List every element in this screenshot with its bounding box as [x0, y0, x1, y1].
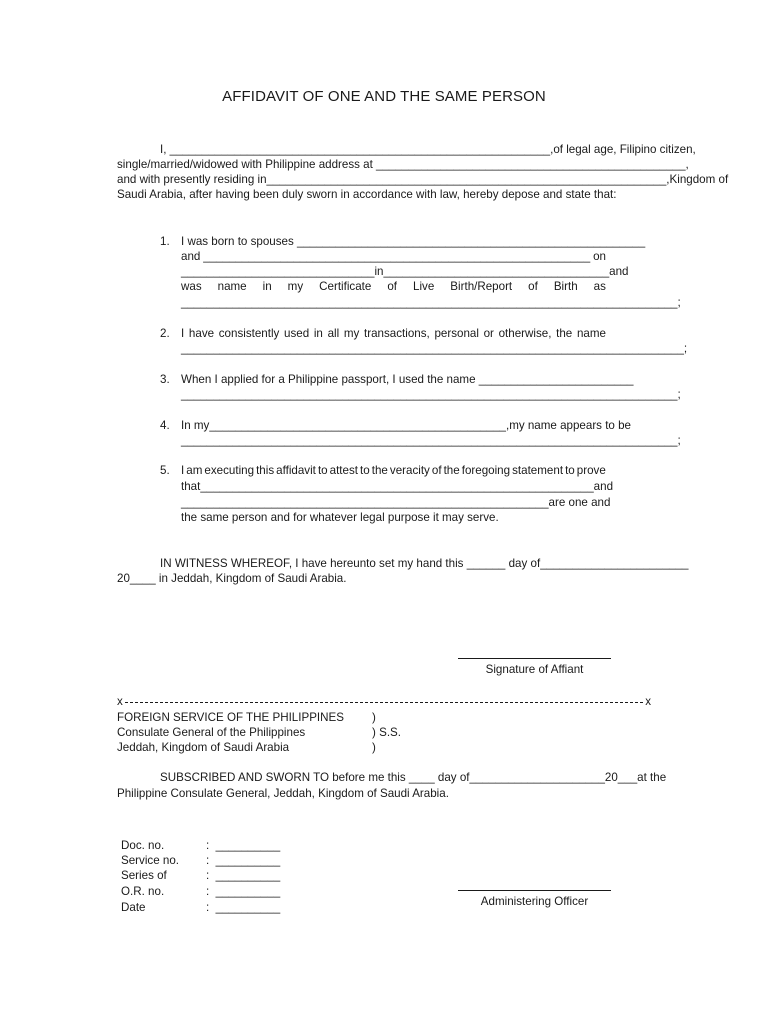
venue-line-3: Jeddah, Kingdom of Saudi Arabia — [117, 741, 290, 754]
item-4-line-2: _____________________________________________________________________________; — [181, 434, 681, 447]
doc-no-label: Doc. no. — [121, 839, 165, 852]
word: Birth — [553, 280, 578, 293]
intro-legal-age-text: of legal age, Filipino citizen, — [553, 143, 696, 156]
item-4-in-my-text: In my — [181, 419, 210, 432]
separator-right-x: x — [645, 695, 651, 708]
item-number-3: 3. — [160, 373, 170, 386]
word: consistently — [218, 327, 280, 340]
item-1-line-3 — [181, 265, 629, 278]
subscribed-line-2: Philippine Consulate General, Jeddah, Kingdom of Saudi Arabia. — [117, 787, 449, 800]
affiant-signature-label: Signature of Affiant — [485, 663, 584, 676]
separator-left-x: x — [117, 695, 123, 708]
word: of — [431, 464, 442, 477]
item-5-and-text: and — [593, 480, 614, 493]
word: of — [528, 280, 538, 293]
item-5-line-3 — [181, 496, 611, 509]
or-no-label: O.R. no. — [121, 885, 165, 898]
item-4-appears-text: my name appears to be — [509, 419, 631, 432]
subscribed-line-1 — [160, 771, 667, 784]
word: executing — [204, 464, 255, 477]
subscribed-text: SUBSCRIBED AND SWORN TO before me this ____ day of — [160, 771, 470, 784]
intro-kingdom-text: Kingdom of — [669, 173, 729, 186]
intro-residing-text: and with presently residing in — [117, 173, 267, 186]
date-label: Date — [121, 901, 146, 914]
word: Birth/Report — [450, 280, 513, 293]
birth-place-blank: ___________________________________ — [383, 265, 610, 278]
word: am — [186, 464, 203, 477]
word: in — [262, 280, 272, 293]
item-5-line-4: the same person and for whatever legal purpose it may serve. — [181, 511, 499, 524]
intro-line-1 — [160, 143, 696, 156]
document-name-blank: ______________________________________________, — [209, 419, 510, 432]
item-2-line-1 — [181, 327, 606, 340]
birth-date-blank: ______________________________ — [181, 265, 375, 278]
item-5-that-text: that — [181, 480, 201, 493]
venue-paren-1: ) — [372, 711, 376, 724]
word: the — [443, 464, 460, 477]
item-5-one-and-text: are one and — [548, 496, 611, 509]
item-1-on-text: on — [593, 250, 606, 263]
word: to — [360, 464, 370, 477]
doc-no-value: : __________ — [206, 839, 281, 852]
word: I — [181, 464, 185, 477]
word: to — [317, 464, 328, 477]
word: affidavit — [276, 464, 316, 477]
intro-line-4: Saudi Arabia, after having been duly sworn in accordance with law, hereby depose and state that: — [117, 188, 617, 201]
item-1-line-4 — [181, 280, 606, 293]
item-5-line-2 — [181, 480, 614, 493]
word: as — [593, 280, 606, 293]
item-5-line-1 — [181, 464, 606, 477]
word: my — [343, 327, 360, 340]
word: in — [313, 327, 323, 340]
word: Certificate — [319, 280, 372, 293]
word: this — [256, 464, 275, 477]
word: or — [483, 327, 494, 340]
word: prove — [576, 464, 606, 477]
word: all — [327, 327, 340, 340]
service-no-value: : __________ — [206, 854, 281, 867]
word: veracity — [389, 464, 430, 477]
spouse-name-blank: ____________________________________________________________ — [203, 250, 591, 263]
name-two-blank: _________________________________________________________ — [181, 496, 549, 509]
service-no-label: Service no. — [121, 854, 179, 867]
affiant-signature-line — [458, 658, 611, 659]
word: name — [217, 280, 247, 293]
intro-line-3 — [117, 173, 729, 186]
word: transactions, — [364, 327, 430, 340]
venue-paren-3: ) — [372, 741, 376, 754]
item-number-1: 1. — [160, 235, 170, 248]
word: statement — [512, 464, 564, 477]
officer-signature-label: Administering Officer — [480, 895, 589, 908]
or-no-value: : __________ — [206, 885, 281, 898]
item-1-line-1: I was born to spouses ______________________________________________________ — [181, 235, 646, 248]
word: to — [565, 464, 575, 477]
affiant-name-blank: I, ___________________________________________________________, — [160, 143, 554, 156]
witness-month-blank: _______________________ — [540, 557, 689, 570]
item-number-4: 4. — [160, 419, 170, 432]
word: personal — [434, 327, 479, 340]
cut-separator — [117, 695, 651, 709]
item-number-5: 5. — [160, 464, 170, 477]
date-value: : __________ — [206, 901, 281, 914]
word: the — [556, 327, 573, 340]
venue-line-1: FOREIGN SERVICE OF THE PHILIPPINES — [117, 711, 344, 724]
word: have — [188, 327, 215, 340]
item-number-2: 2. — [160, 327, 170, 340]
separator-dashes — [125, 702, 643, 703]
officer-signature-line — [458, 890, 611, 891]
item-2-line-2: ______________________________________________________________________________; — [181, 342, 688, 355]
word: attest — [329, 464, 358, 477]
name-one-blank: _____________________________________________________________ — [200, 480, 594, 493]
witness-line-2: 20____ in Jeddah, Kingdom of Saudi Arabia. — [117, 572, 347, 585]
item-1-in-text: in — [374, 265, 384, 278]
item-3-line-2: _____________________________________________________________________________; — [181, 388, 681, 401]
venue-line-2: Consulate General of the Philippines — [117, 726, 306, 739]
subscribed-year-blank: 20___ — [604, 771, 638, 784]
word: was — [181, 280, 202, 293]
word: used — [284, 327, 310, 340]
word: Live — [413, 280, 435, 293]
item-1-line-5: _____________________________________________________________________________; — [181, 296, 681, 309]
residence-blank: ______________________________________________________________, — [266, 173, 670, 186]
item-1-and-text-2: and — [609, 265, 629, 278]
item-1-and-text: and — [181, 250, 201, 263]
word: I — [181, 327, 185, 340]
document-title: AFFIDAVIT OF ONE AND THE SAME PERSON — [222, 88, 546, 105]
intro-line-2: single/married/widowed with Philippine address at ________________________________________________, — [117, 158, 689, 171]
venue-paren-ss: ) S.S. — [372, 726, 401, 739]
word: of — [387, 280, 398, 293]
word: the — [371, 464, 388, 477]
word: otherwise, — [498, 327, 552, 340]
item-1-line-2 — [181, 250, 606, 263]
subscribed-at-the-text: at the — [637, 771, 667, 784]
witness-text: IN WITNESS WHEREOF, I have hereunto set my hand this ______ day of — [160, 557, 541, 570]
subscribed-month-blank: _____________________ — [469, 771, 605, 784]
word: foregoing — [461, 464, 511, 477]
series-of-value: : __________ — [206, 869, 281, 882]
word: my — [287, 280, 304, 293]
word: name — [576, 327, 606, 340]
item-3-line-1: When I applied for a Philippine passport, I used the name ________________________ — [181, 373, 634, 386]
item-4-line-1 — [181, 419, 631, 432]
series-of-label: Series of — [121, 869, 167, 882]
witness-line-1 — [160, 557, 689, 570]
